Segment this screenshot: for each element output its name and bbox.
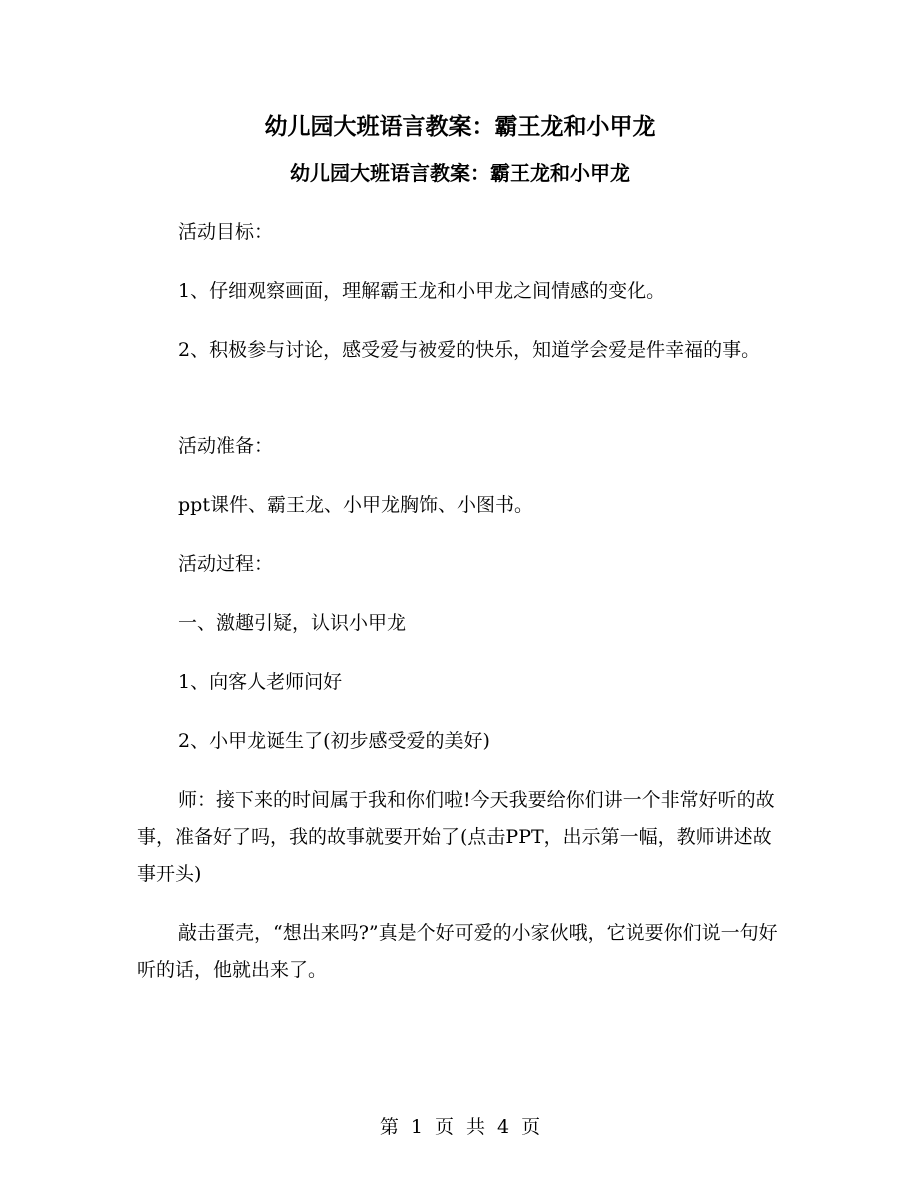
paragraph: 1、仔细观察画面，理解霸王龙和小甲龙之间情感的变化。 — [178, 280, 666, 302]
paragraph: 敲击蛋壳，“想出来吗?”真是个好可爱的小家伙哦，它说要你们说一句好听的话，他就出来了。 — [137, 922, 778, 981]
paragraph: 一、激趣引疑，认识小甲龙 — [178, 612, 407, 634]
paragraph: 师：接下来的时间属于我和你们啦!今天我要给你们讲一个非常好听的故事，准备好了吗，我的故事就要开始了(点击PPT，出示第一幅，教师讲述故事开头) — [137, 789, 775, 885]
section-heading-process: 活动过程： — [178, 553, 274, 575]
section-heading-preparation: 活动准备： — [178, 435, 274, 457]
paragraph: 2、小甲龙诞生了(初步感受爱的美好) — [178, 730, 490, 752]
document-title: 幼儿园大班语言教案：霸王龙和小甲龙 — [264, 113, 656, 140]
paragraph: 2、积极参与讨论，感受爱与被爱的快乐，知道学会爱是件幸福的事。 — [178, 339, 761, 361]
paragraph: ppt课件、霸王龙、小甲龙胸饰、小图书。 — [178, 494, 533, 516]
paragraph: 1、向客人老师问好 — [178, 671, 343, 693]
section-heading-goals: 活动目标： — [178, 221, 274, 243]
document-subtitle: 幼儿园大班语言教案：霸王龙和小甲龙 — [290, 161, 630, 185]
page-footer: 第 1 页 共 4 页 — [379, 1116, 541, 1138]
